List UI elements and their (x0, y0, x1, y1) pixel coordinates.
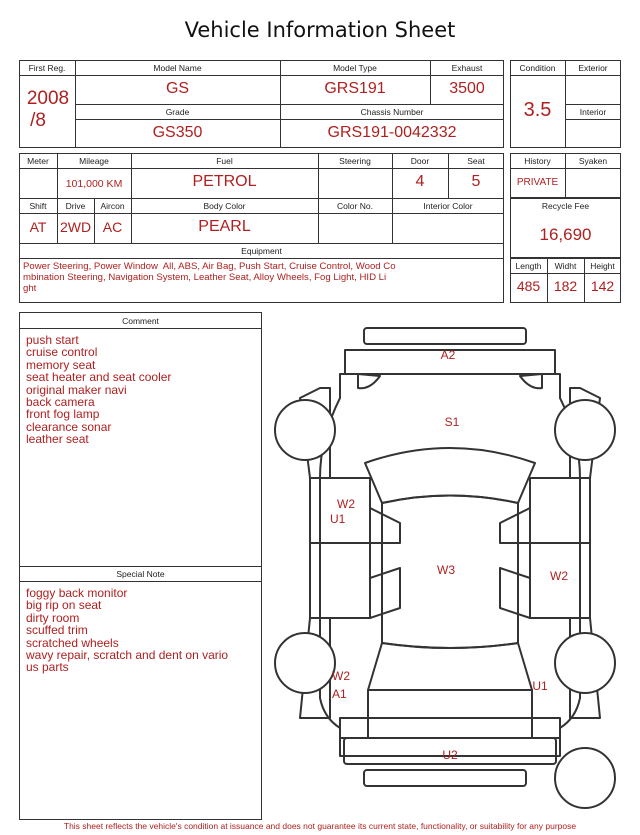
door-label: Door (410, 156, 430, 166)
right-headlight (520, 374, 542, 388)
divider (19, 328, 262, 329)
list-item: original maker navi (26, 382, 127, 397)
divider (19, 168, 504, 169)
list-item: wavy repair, scratch and dent on vario (26, 648, 229, 663)
color-no-label: Color No. (337, 201, 373, 211)
damage-mark: S1 (444, 415, 460, 429)
list-item: seat heater and seat cooler (26, 370, 172, 385)
drive-value: 2WD (59, 219, 92, 235)
right-window-rear (500, 568, 530, 618)
model-type-label: Model Type (333, 63, 377, 73)
exterior-label: Exterior (578, 63, 608, 73)
recycle-fee-value: 16,690 (539, 225, 592, 244)
list-item: leather seat (26, 432, 89, 447)
left-headlight (358, 374, 380, 388)
recycle-fee-label: Recycle Fee (541, 201, 590, 211)
divider (75, 119, 504, 120)
damage-mark: A2 (440, 348, 456, 362)
exhaust-label: Exhaust (451, 63, 483, 73)
rear-plate (364, 770, 526, 786)
front-right-wheel (555, 400, 615, 460)
fuel-value: PETROL (192, 173, 257, 190)
divider (19, 243, 504, 244)
damage-mark: W2 (332, 669, 350, 683)
shift-value: AT (29, 219, 47, 235)
rear-right-wheel (555, 633, 615, 693)
damage-mark: A1 (332, 687, 347, 701)
model-name-label: Model Name (153, 63, 202, 73)
rear-window (368, 643, 532, 690)
aircon-label: Aircon (100, 201, 125, 211)
fuel-label: Fuel (216, 156, 233, 166)
equipment-line-2: mbination Steering, Navigation System, Leather Seat, Alloy Wheels, Fog Light, HID Li (23, 272, 387, 283)
list-item: scuffed trim (26, 623, 88, 638)
front-bumper (364, 328, 526, 344)
interior-color-label: Interior Color (423, 201, 473, 211)
chassis-value: GRS191-0042332 (327, 124, 457, 141)
list-item: clearance sonar (26, 419, 112, 434)
list-item: foggy back monitor (26, 586, 128, 600)
syaken-label: Syaken (578, 156, 608, 166)
exhaust-value: 3500 (449, 80, 485, 97)
list-item: us parts (26, 660, 69, 675)
divider (19, 198, 504, 199)
divider (19, 581, 262, 582)
damage-mark: W2 (337, 497, 355, 511)
history-label: History (524, 156, 551, 166)
car-diagram (270, 318, 630, 818)
seat-value: 5 (471, 173, 481, 190)
equipment-line-3: ght (23, 283, 37, 294)
drive-label: Drive (65, 201, 86, 211)
height-value: 142 (590, 278, 615, 294)
history-value: PRIVATE (516, 177, 559, 188)
width-label: Widht (554, 261, 577, 271)
spare-wheel (555, 748, 615, 808)
divider (318, 153, 319, 243)
body-color-value: PEARL (198, 218, 251, 235)
page-title: Vehicle Information Sheet (184, 18, 456, 42)
left-window-front (370, 508, 400, 543)
list-item: big rip on seat (26, 598, 102, 613)
meter-label: Meter (27, 156, 49, 166)
divider (510, 75, 621, 76)
divider (19, 75, 504, 76)
left-window-rear (370, 568, 400, 618)
first-reg-label: First Reg. (28, 63, 66, 73)
divider (75, 104, 504, 105)
grade-value: GS350 (152, 124, 203, 141)
divider (19, 566, 262, 567)
condition-score: 3.5 (523, 99, 552, 121)
left-taillight (340, 718, 368, 738)
divider (19, 213, 504, 214)
seat-label: Seat (467, 156, 485, 166)
divider (565, 119, 621, 120)
condition-label: Condition (519, 63, 556, 73)
rear-left-wheel (275, 633, 335, 693)
length-value: 485 (516, 278, 541, 294)
damage-mark: W3 (437, 563, 455, 577)
model-name-value: GS (165, 80, 190, 97)
comment-label: Comment (122, 316, 159, 326)
list-item: back camera (26, 395, 95, 410)
damage-mark: W2 (550, 569, 568, 583)
damage-mark: U1 (532, 679, 548, 693)
special-note-label: Special Note (116, 569, 165, 579)
list-item: dirty room (26, 610, 80, 625)
equipment-line-1: Power Steering, Power Window All, ABS, Air Bag, Push Start, Cruise Control, Wood Co (23, 261, 396, 272)
divider (19, 258, 504, 259)
steering-label: Steering (339, 156, 371, 166)
right-taillight (532, 718, 560, 738)
damage-mark: U1 (330, 512, 346, 526)
equipment-label: Equipment (241, 246, 282, 256)
special-note-list (26, 587, 228, 674)
divider (510, 273, 621, 274)
mileage-value: 101,000 KM (65, 178, 123, 190)
first-reg-year: 2008 (26, 88, 70, 109)
body-color-label: Body Color (203, 201, 246, 211)
list-item: cruise control (26, 345, 98, 360)
height-label: Height (590, 261, 615, 271)
list-item: front fog lamp (26, 407, 100, 422)
interior-label: Interior (579, 107, 607, 117)
list-item: push start (26, 333, 79, 347)
door-value: 4 (415, 173, 425, 190)
divider (392, 153, 393, 243)
mileage-label: Mileage (79, 156, 109, 166)
chassis-label: Chassis Number (360, 107, 424, 117)
damage-mark: U2 (442, 748, 458, 762)
width-value: 182 (553, 278, 578, 294)
grade-label: Grade (165, 107, 190, 117)
trunk (368, 690, 532, 718)
first-reg-month: /8 (30, 110, 46, 131)
comment-list (26, 334, 171, 446)
divider (565, 104, 621, 105)
shift-label: Shift (29, 201, 47, 211)
aircon-value: AC (102, 219, 123, 235)
length-label: Length (515, 261, 542, 271)
disclaimer: This sheet reflects the vehicle's condition at issuance and does not guarantee its current state, functionality, or suitability for any purpose (63, 821, 577, 831)
list-item: scratched wheels (26, 635, 119, 650)
model-type-value: GRS191 (324, 80, 386, 97)
list-item: memory seat (26, 357, 96, 372)
right-window-front (500, 508, 530, 543)
front-left-wheel (275, 400, 335, 460)
